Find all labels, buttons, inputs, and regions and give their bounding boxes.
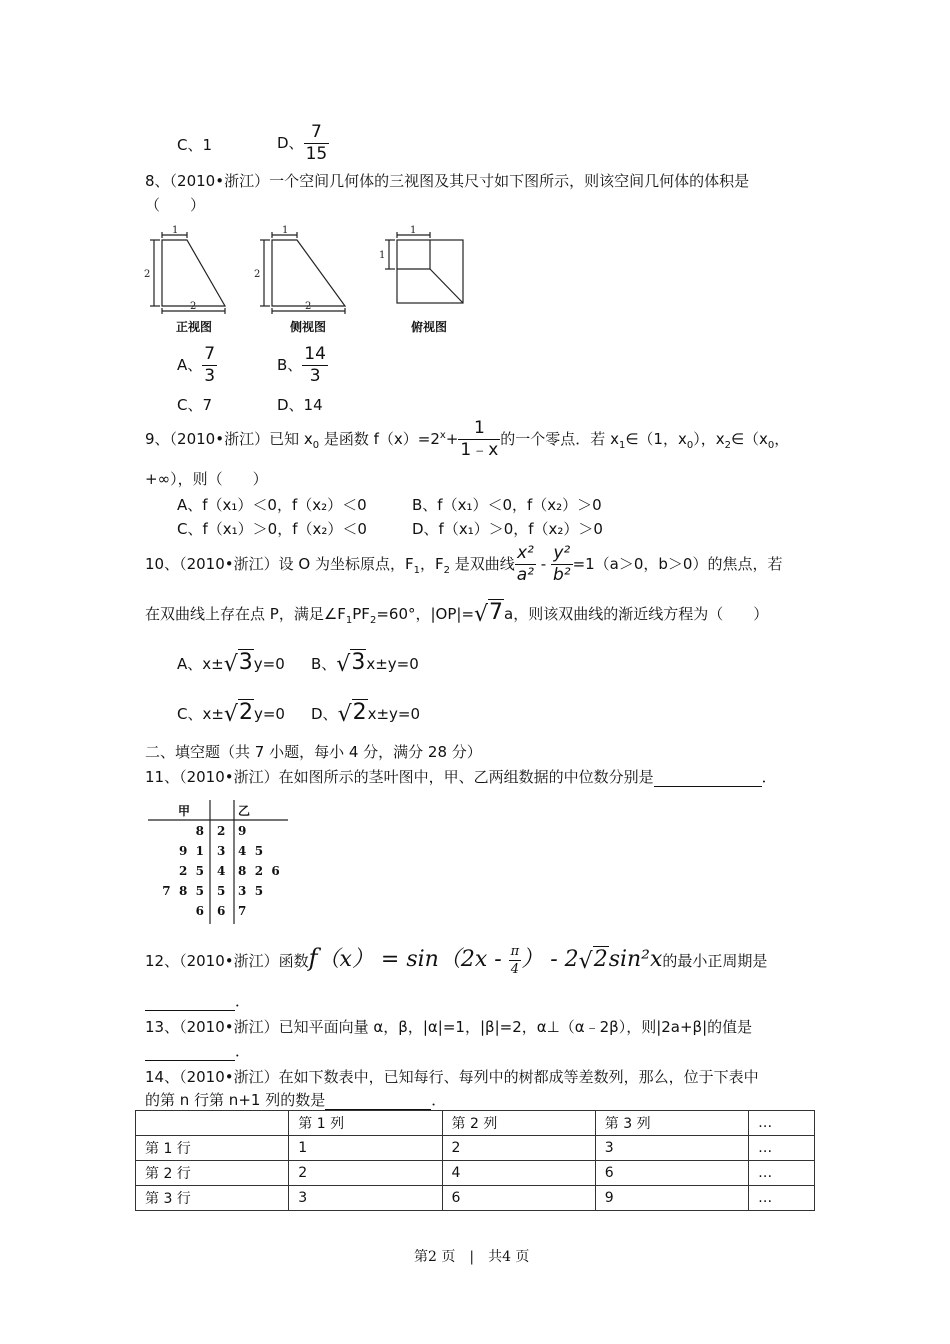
q7-option-d-fraction xyxy=(304,124,330,163)
stem-leaf-left-leaves: 2 5 xyxy=(178,864,204,878)
q10-text: - xyxy=(536,555,551,573)
q12-f: f xyxy=(308,944,318,972)
sqrt-symbol: √ xyxy=(223,652,238,677)
q7-option-d-num: 7 xyxy=(310,122,322,142)
stem-leaf-right-leaves: 3 5 xyxy=(238,884,264,898)
q10-option-b xyxy=(311,650,419,675)
q8-option-b-fraction xyxy=(302,346,328,385)
q8-option-a-prefix: A、 xyxy=(177,356,203,374)
q9-text: ∈（x xyxy=(730,430,768,448)
table-header-cell: 第 3 列 xyxy=(595,1111,748,1136)
q10-sub: 1 xyxy=(413,565,420,576)
q8-option-b-prefix: B、 xyxy=(277,356,303,374)
q9-sub: 2 xyxy=(724,440,731,451)
q12-answer-line xyxy=(145,990,250,1011)
front-dim-top: 1 xyxy=(172,225,179,236)
q9-option-b: B、f（x₁）＜0，f（x₂）＞0 xyxy=(412,496,602,514)
q10-option-text: y=0 xyxy=(253,655,285,673)
q8-option-a-fraction xyxy=(202,346,217,385)
table-cell: … xyxy=(749,1186,815,1211)
q9-sub: 0 xyxy=(767,440,775,451)
q9-option-a: A、f（x₁）＜0，f（x₂）＜0 xyxy=(177,496,367,514)
q9-fraction-num: 1 xyxy=(473,418,485,438)
answer-blank[interactable] xyxy=(654,770,762,787)
q12-tail: sin²x xyxy=(608,947,663,972)
table-row xyxy=(136,1136,815,1161)
q9-text: 是函数 f（x）=2 xyxy=(319,430,440,448)
q8-option-b xyxy=(277,346,328,385)
q10-option-text: A、x± xyxy=(177,655,224,673)
front-view-label: 正视图 xyxy=(176,320,213,334)
stem-leaf-left-leaves: 6 xyxy=(195,904,204,918)
sqrt-symbol: √ xyxy=(223,702,238,727)
q10-frac1-num: x² xyxy=(516,543,534,563)
q8-option-a-num: 7 xyxy=(204,344,216,364)
q12-sqrt-arg: 2 xyxy=(593,947,608,972)
q14-stem-line2 xyxy=(145,1089,446,1110)
table-cell: 第 2 行 xyxy=(136,1161,289,1186)
q10-text: PF xyxy=(352,605,370,623)
page-footer: 第2 页 | 共4 页 xyxy=(414,1249,530,1265)
q14-end: ． xyxy=(431,1091,447,1109)
q12-formula xyxy=(308,943,663,977)
q13-answer-line xyxy=(145,1040,250,1061)
q9-stem-line2: +∞），则（ ） xyxy=(145,470,268,488)
q9-fraction-den: 1﹣x xyxy=(460,440,499,460)
q12-paren: （x） xyxy=(317,947,374,972)
q12-minus: - 2 xyxy=(543,947,579,972)
q10-text: =1（a＞0，b＞0）的焦点，若 xyxy=(572,555,783,573)
q9-option-d: D、f（x₁）＞0，f（x₂）＞0 xyxy=(412,520,603,538)
q10-option-text: x±y=0 xyxy=(367,705,421,723)
q9-text: + xyxy=(445,430,459,448)
top-dim-top: 1 xyxy=(410,225,417,236)
stem-leaf-stem: 5 xyxy=(217,884,226,898)
stem-leaf-left-leaves: 7 8 5 xyxy=(162,884,204,898)
q12-pi-num: π xyxy=(510,943,520,959)
q7-option-d-prefix: D、 xyxy=(277,134,304,152)
stem-leaf-head-right: 乙 xyxy=(238,804,251,818)
q10-fraction-x xyxy=(515,545,536,584)
q12-eq: = sin（2x - xyxy=(373,947,509,972)
q10-option-d xyxy=(311,700,420,725)
table-cell: 9 xyxy=(595,1186,748,1211)
table-row xyxy=(136,1161,815,1186)
table-cell: 4 xyxy=(442,1161,595,1186)
side-view-label: 侧视图 xyxy=(290,320,327,334)
q10-text: a，则该双曲线的渐近线方程为（ ） xyxy=(504,605,769,623)
table-header-cell: … xyxy=(749,1111,815,1136)
q10-frac1-den: a² xyxy=(516,565,534,585)
table-cell: 1 xyxy=(289,1136,442,1161)
q7-option-c: C、1 xyxy=(177,136,213,154)
q10-sub: 1 xyxy=(345,615,353,626)
q10-frac2-den: b² xyxy=(552,565,571,585)
table-header-cell xyxy=(136,1111,289,1136)
table-header-row xyxy=(136,1111,815,1136)
q10-option-text: C、x± xyxy=(177,705,224,723)
q12-suffix: 的最小正周期是 xyxy=(662,952,768,970)
q10-option-text: x±y=0 xyxy=(366,655,419,673)
table-cell: 3 xyxy=(289,1186,442,1211)
stem-leaf-left-leaves: 8 xyxy=(195,824,204,838)
table-cell: 第 1 行 xyxy=(136,1136,289,1161)
answer-blank[interactable] xyxy=(145,994,235,1011)
q9-sup: x xyxy=(439,430,446,441)
q10-option-sqrt-arg: 3 xyxy=(351,650,366,675)
q8-option-c: C、7 xyxy=(177,396,213,414)
stem-leaf-right-leaves: 8 2 6 xyxy=(238,864,280,878)
q14-stem-line1: 14、（2010•浙江）在如下数表中，已知每行、每列中的树都成等差数列，那么，位于下表中 xyxy=(145,1068,759,1086)
q10-option-sqrt-arg: 3 xyxy=(238,650,253,675)
q9-sub: 1 xyxy=(618,440,626,451)
side-dim-bottom: 2 xyxy=(305,301,312,312)
q10-sub: 2 xyxy=(369,615,377,626)
q12-close: ） xyxy=(521,947,544,972)
q10-sqrt-arg: 7 xyxy=(489,600,504,625)
q8-option-a xyxy=(177,346,217,385)
q9-text: 的一个零点．若 x xyxy=(500,430,619,448)
stem-leaf-plot xyxy=(148,800,308,928)
q8-option-b-den: 3 xyxy=(302,365,328,385)
top-dim-left: 1 xyxy=(379,250,386,261)
q12-pi-fraction xyxy=(509,945,522,976)
q11-stem xyxy=(145,766,777,787)
q14-number-table xyxy=(135,1110,815,1211)
side-dim-left: 2 xyxy=(254,269,261,280)
q10-option-a xyxy=(177,650,285,675)
stem-leaf-right-leaves: 4 5 xyxy=(238,844,264,858)
front-dim-left: 2 xyxy=(144,269,151,280)
table-cell: 6 xyxy=(595,1161,748,1186)
table-cell: 3 xyxy=(595,1136,748,1161)
stem-leaf-head-left: 甲 xyxy=(178,804,191,818)
q9-fraction xyxy=(458,420,500,459)
stem-leaf-right-leaves: 7 xyxy=(238,904,247,918)
q10-option-sqrt-arg: 2 xyxy=(352,700,367,725)
q12-end: ． xyxy=(235,992,251,1010)
stem-leaf-lines xyxy=(148,800,308,928)
front-dim-bottom: 2 xyxy=(190,301,197,312)
q10-option-c xyxy=(177,700,285,725)
q8-option-d: D、14 xyxy=(277,396,323,414)
table-cell: 2 xyxy=(289,1161,442,1186)
q10-text: 在双曲线上存在点 P，满足∠F xyxy=(145,605,346,623)
q10-text: ，F xyxy=(419,555,444,573)
q8-stem-line2: （ ） xyxy=(145,196,206,214)
answer-blank[interactable] xyxy=(325,1093,431,1110)
q9-text: ∈（1，x xyxy=(625,430,687,448)
q9-text: ），x xyxy=(693,430,725,448)
q9-sub: 0 xyxy=(686,440,694,451)
sqrt-symbol: √ xyxy=(578,949,593,974)
q12-pi-den: 4 xyxy=(509,960,522,976)
table-cell: … xyxy=(749,1136,815,1161)
q9-text: 9、（2010•浙江）已知 x xyxy=(145,430,313,448)
table-cell: … xyxy=(749,1161,815,1186)
front-view-shape xyxy=(162,240,225,306)
table-cell: 6 xyxy=(442,1186,595,1211)
stem-leaf-stem: 6 xyxy=(217,904,226,918)
q10-text: 10、（2010•浙江）设 O 为坐标原点，F xyxy=(145,555,414,573)
table-cell: 2 xyxy=(442,1136,595,1161)
q10-option-text: y=0 xyxy=(253,705,285,723)
q10-text: 是双曲线 xyxy=(449,555,515,573)
section-heading-fill-in: 二、填空题（共 7 小题，每小 4 分，满分 28 分） xyxy=(145,743,482,761)
q10-frac2-num: y² xyxy=(553,543,571,563)
q7-option-d-den: 15 xyxy=(305,144,328,164)
table-header-cell: 第 2 列 xyxy=(442,1111,595,1136)
q11-end: ． xyxy=(761,768,777,786)
q9-option-c: C、f（x₁）＞0，f（x₂）＜0 xyxy=(177,520,367,538)
q8-option-a-den: 3 xyxy=(204,366,216,386)
q12-stem xyxy=(145,942,767,976)
q9-sub: 0 xyxy=(312,440,320,451)
q9-text: ， xyxy=(774,430,790,448)
q14-text: 的第 n 行第 n+1 列的数是 xyxy=(145,1091,326,1109)
sqrt-symbol: √ xyxy=(337,702,352,727)
table-row xyxy=(136,1186,815,1211)
side-view-shape xyxy=(272,240,345,306)
sqrt-symbol: √ xyxy=(336,652,351,677)
q11-text: 11、（2010•浙江）在如图所示的茎叶图中，甲、乙两组数据的中位数分别是 xyxy=(145,768,654,786)
q10-option-text: D、 xyxy=(311,705,338,723)
stem-leaf-right-leaves: 9 xyxy=(238,824,247,838)
q10-sub: 2 xyxy=(443,565,450,576)
stem-leaf-stem: 3 xyxy=(217,844,226,858)
side-dim-top: 1 xyxy=(282,225,289,236)
q10-option-text: B、 xyxy=(311,655,337,673)
table-header-cell: 第 1 列 xyxy=(289,1111,442,1136)
q12-text: 12、（2010•浙江）函数 xyxy=(145,952,309,970)
q8-stem-line1: 8、（2010•浙江）一个空间几何体的三视图及其尺寸如下图所示，则该空间几何体的体积是 xyxy=(145,172,750,190)
table-cell: 第 3 行 xyxy=(136,1186,289,1211)
q10-text: =60°，|OP|= xyxy=(376,605,475,623)
answer-blank[interactable] xyxy=(145,1044,235,1061)
stem-leaf-stem: 4 xyxy=(217,864,226,878)
q8-option-b-num: 14 xyxy=(304,344,326,364)
q13-end: ． xyxy=(235,1042,251,1060)
q7-option-d xyxy=(277,124,329,163)
q10-fraction-y xyxy=(551,545,573,584)
q13-stem: 13、（2010•浙江）已知平面向量 α，β，|α|=1，|β|=2，α⊥（α﹣2β），则|2a+β|的值是 xyxy=(145,1018,753,1036)
stem-leaf-stem: 2 xyxy=(217,824,226,838)
q10-option-sqrt-arg: 2 xyxy=(238,700,253,725)
stem-leaf-left-leaves: 9 1 xyxy=(178,844,204,858)
q10-stem-line1 xyxy=(145,545,782,584)
q10-stem-line2 xyxy=(145,600,768,626)
q9-stem-line1 xyxy=(145,420,789,459)
top-view-label: 俯视图 xyxy=(411,320,448,334)
sqrt-symbol: √ xyxy=(474,602,489,627)
